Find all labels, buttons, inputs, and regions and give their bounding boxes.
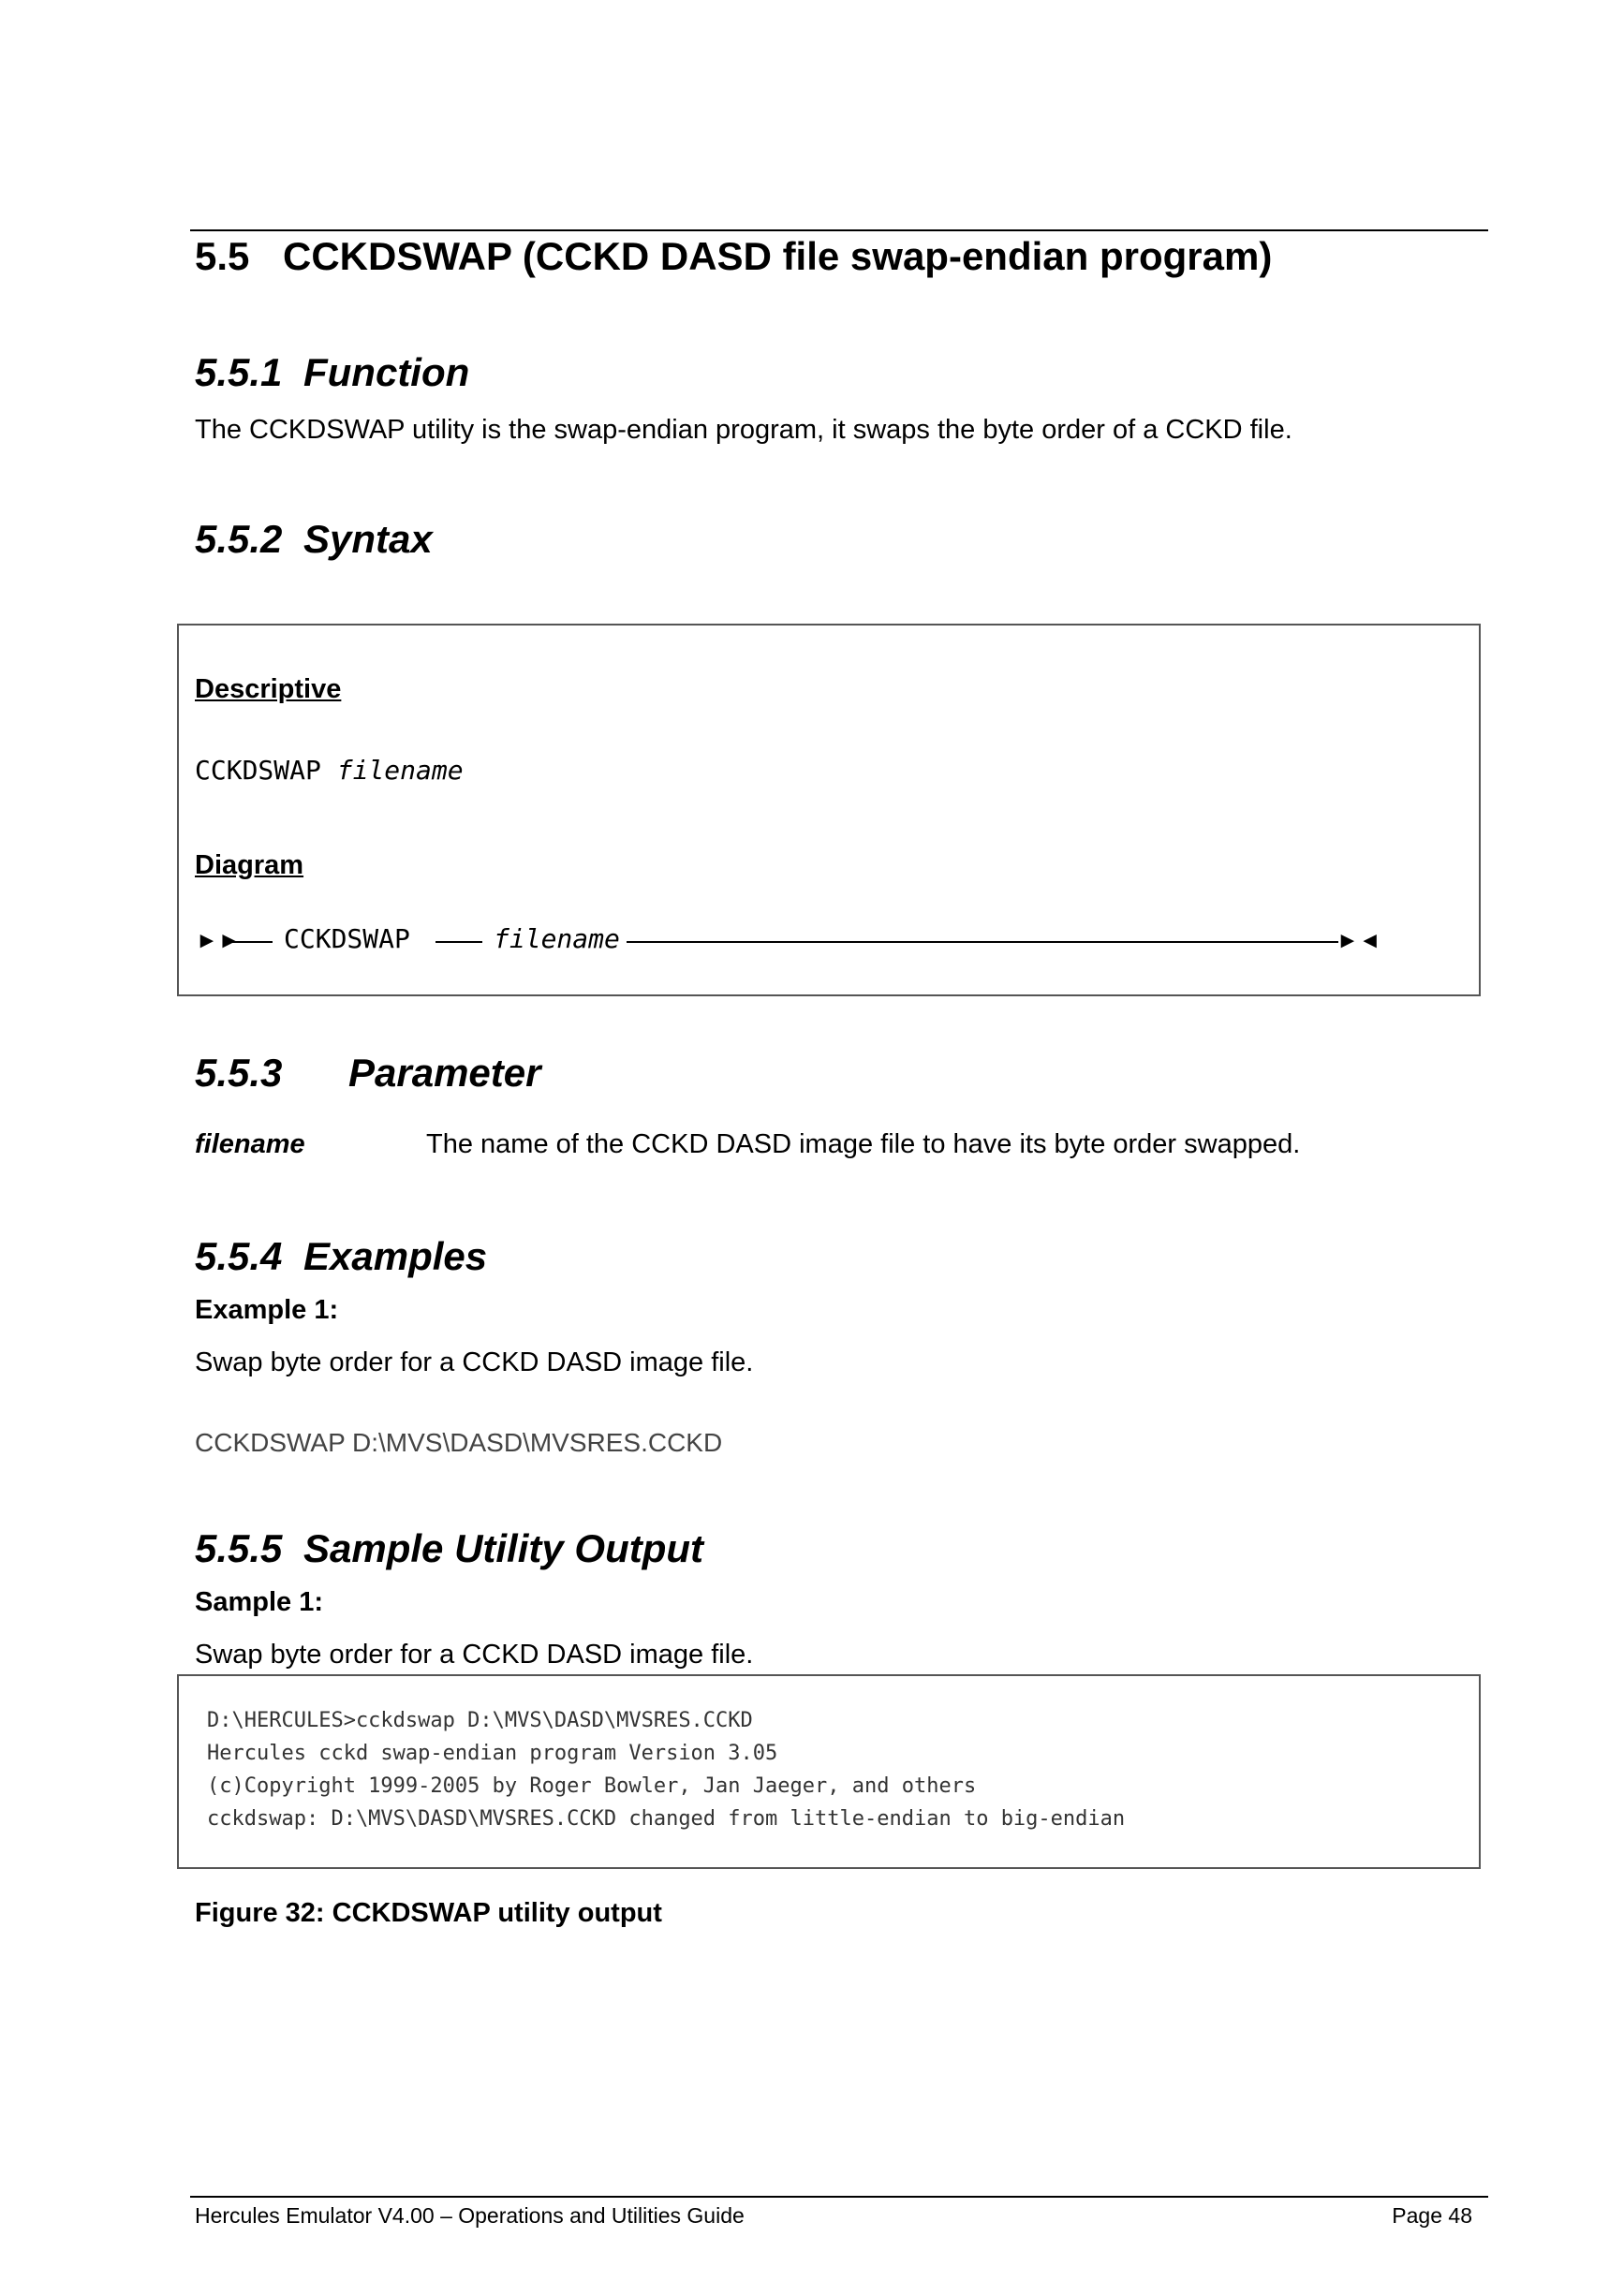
page-number: Page 48 — [1392, 2203, 1472, 2228]
footer-title: Hercules Emulator V4.00 – Operations and Utilities Guide — [195, 2203, 745, 2228]
diagram-line-2 — [436, 941, 482, 943]
output-line: Hercules cckd swap-endian program Version 3.05 — [207, 1742, 778, 1765]
function-heading — [195, 350, 469, 395]
examples-heading — [195, 1234, 487, 1279]
syntax-number: 5.5.2 — [195, 517, 283, 561]
examples-title: Examples — [303, 1234, 488, 1278]
output-line: (c)Copyright 1999-2005 by Roger Bowler, Jan Jaeger, and others — [207, 1774, 977, 1798]
parameter-title: Parameter — [348, 1051, 541, 1095]
header-rule — [190, 229, 1488, 231]
parameter-description: The name of the CCKD DASD image file to have its byte order swapped. — [426, 1129, 1301, 1159]
diagram-start-icon: ►► — [196, 928, 241, 953]
diagram-line-3 — [627, 941, 1338, 943]
section-number: 5.5 — [195, 234, 250, 278]
example-label: Example 1: — [195, 1295, 339, 1325]
output-line: cckdswap: D:\MVS\DASD\MVSRES.CCKD changed from little-endian to big-endian — [207, 1807, 1126, 1831]
function-number: 5.5.1 — [195, 350, 283, 394]
footer-rule — [190, 2196, 1488, 2198]
sample-output-heading — [195, 1526, 703, 1571]
section-heading — [195, 234, 1272, 279]
output-box — [177, 1674, 1481, 1869]
section-title: CCKDSWAP (CCKD DASD file swap-endian program) — [283, 234, 1273, 278]
diagram-end-icon: ►◄ — [1336, 928, 1381, 953]
parameter-number: 5.5.3 — [195, 1051, 283, 1095]
example-text: Swap byte order for a CCKD DASD image file. — [195, 1347, 754, 1377]
diagram-line-1 — [228, 941, 273, 943]
sample-output-title: Sample Utility Output — [303, 1526, 704, 1570]
syntax-box — [177, 624, 1481, 996]
syntax-heading — [195, 517, 433, 562]
syntax-diagram — [196, 923, 1381, 961]
example-code: CCKDSWAP D:\MVS\DASD\MVSRES.CCKD — [195, 1428, 723, 1457]
syntax-title: Syntax — [303, 517, 433, 561]
diagram-command: CCKDSWAP — [284, 923, 410, 954]
descriptive-command: CCKDSWAP — [195, 755, 321, 786]
function-title: Function — [303, 350, 470, 394]
parameter-heading — [195, 1051, 540, 1096]
parameter-name: filename — [195, 1129, 305, 1159]
examples-number: 5.5.4 — [195, 1234, 283, 1278]
sample-text: Swap byte order for a CCKD DASD image file. — [195, 1640, 754, 1670]
figure-caption: Figure 32: CCKDSWAP utility output — [195, 1898, 662, 1928]
descriptive-param: filename — [336, 755, 464, 786]
function-text: The CCKDSWAP utility is the swap-endian program, it swaps the byte order of a CCKD file. — [195, 415, 1292, 445]
sample-label: Sample 1: — [195, 1587, 323, 1617]
descriptive-heading: Descriptive — [195, 674, 342, 704]
sample-output-number: 5.5.5 — [195, 1526, 283, 1570]
output-line: D:\HERCULES>cckdswap D:\MVS\DASD\MVSRES.CCKD — [207, 1709, 753, 1732]
diagram-heading: Diagram — [195, 850, 304, 880]
descriptive-syntax-line — [195, 755, 464, 786]
diagram-param: filename — [494, 923, 620, 954]
